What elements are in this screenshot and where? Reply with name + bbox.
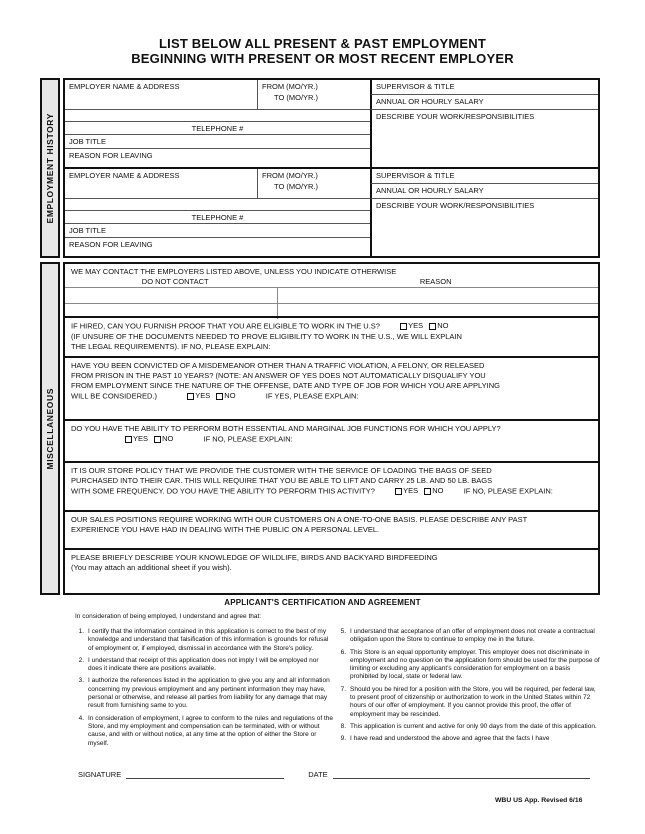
certification-title: APPLICANT'S CERTIFICATION AND AGREEMENT — [224, 598, 421, 607]
yes-label: YES — [408, 321, 424, 330]
yes-label: YES — [403, 486, 419, 495]
signature-row — [78, 769, 590, 779]
item-number: 5. — [340, 628, 346, 635]
telephone-field-1[interactable] — [65, 122, 370, 135]
item-number: 9. — [340, 735, 346, 743]
conviction-line-1: HAVE YOU BEEN CONVICTED OF A MISDEMEANOR OTHER THAN A TRAFFIC VIOLATION, A FELONY, OR RELEASED — [71, 361, 485, 370]
lifting-explain-field[interactable] — [71, 497, 592, 509]
supervisor-title-field-2[interactable] — [370, 169, 598, 184]
reason-for-leaving-field-1[interactable] — [65, 149, 370, 167]
sales-answer-field[interactable] — [71, 535, 592, 547]
eligibility-no-checkbox[interactable] — [429, 321, 448, 331]
lifting-policy-line-1: IT IS OUR STORE POLICY THAT WE PROVIDE THE CUSTOMER WITH THE SERVICE OF LOADING THE BAGS OF SEED — [71, 466, 492, 475]
from-label: FROM (MO/YR.) — [262, 171, 318, 180]
employer-name-address-label: EMPLOYER NAME & ADDRESS — [69, 171, 180, 180]
job-title-field-2[interactable] — [65, 224, 370, 238]
page-title — [0, 36, 645, 66]
item-text: I understand that acceptance of an offer of employment does not create a contractual obligation upon the Store to continue to employ me in the future. — [350, 628, 595, 644]
job-functions-no-checkbox[interactable] — [154, 434, 173, 444]
yes-label: YES — [133, 434, 149, 443]
lifting-explain-label: IF NO, PLEASE EXPLAIN: — [463, 486, 553, 496]
describe-work-field-2[interactable] — [370, 199, 598, 256]
date-line[interactable] — [333, 769, 590, 779]
salary-field-2[interactable] — [370, 184, 598, 199]
conviction-no-checkbox[interactable] — [216, 391, 235, 401]
form-revision-footer: WBU US App. Revised 6/16 — [495, 797, 583, 804]
signature-line[interactable] — [126, 769, 284, 779]
birdfeeding-line-2: (You may attach an additional sheet if you wish). — [71, 563, 232, 572]
item-number: 2. — [78, 656, 84, 664]
contact-intro: WE MAY CONTACT THE EMPLOYERS LISTED ABOVE, UNLESS YOU INDICATE OTHERWISE — [71, 267, 397, 276]
item-number: 7. — [340, 685, 346, 693]
telephone-field-2[interactable] — [65, 211, 370, 224]
employment-history-sidebar-label: EMPLOYMENT HISTORY — [45, 112, 55, 224]
describe-work-label: DESCRIBE YOUR WORK/RESPONSIBILITIES — [376, 112, 535, 121]
item-number: 8. — [340, 722, 346, 730]
from-to-field-2[interactable] — [258, 169, 370, 199]
reason-for-leaving-field-2[interactable] — [65, 238, 370, 256]
supervisor-title-label: SUPERVISOR & TITLE — [376, 171, 455, 180]
conviction-line-2: FROM PRISON IN THE PAST 10 YEARS? (NOTE: AN ANSWER OF YES DOES NOT AUTOMATICALLY DISQUALIFY YOU — [71, 371, 486, 380]
reason-for-leaving-label: REASON FOR LEAVING — [69, 240, 153, 249]
item-number: 4. — [78, 714, 84, 722]
eligibility-yes-checkbox[interactable] — [400, 321, 423, 331]
salary-label: ANNUAL OR HOURLY SALARY — [376, 186, 484, 195]
item-text: Should you be hired for a position with the Store, you will be required, per federal law, to present proof of citizenship or authorization to work in the United States within 72 hours of our offer of employment. If you cannot provide this proof, the offer of employment may be rescinded. — [350, 685, 596, 718]
checkbox-icon[interactable] — [400, 323, 407, 330]
job-functions-explain-field[interactable] — [71, 445, 592, 461]
checkbox-icon[interactable] — [154, 436, 161, 443]
miscellaneous-sidebar-label: MISCELLANEOUS — [45, 387, 55, 470]
certification-intro: In consideration of being employed, I understand and agree that: — [75, 613, 262, 620]
certification-right-column — [337, 628, 600, 748]
contact-column-headers — [71, 277, 592, 287]
lifting-policy-block — [65, 461, 598, 510]
job-functions-yes-checkbox[interactable] — [125, 434, 148, 444]
sales-line-1: OUR SALES POSITIONS REQUIRE WORKING WITH OUR CUSTOMERS ON A ONE-TO-ONE BASIS. PLEASE DESCRIBE ANY PAST — [71, 515, 528, 524]
eligibility-note-1: (IF UNSURE OF THE DOCUMENTS NEEDED TO PROVE ELIGIBILITY TO WORK IN THE U.S., WE WILL EXPLAIN — [71, 331, 462, 341]
checkbox-icon[interactable] — [395, 488, 402, 495]
contact-row-1 — [65, 287, 598, 303]
job-functions-explain-label: IF NO, PLEASE EXPLAIN: — [203, 434, 293, 444]
item-text: I understand that receipt of this application does not imply I will be employed nor does it indicate there are positions available. — [88, 656, 319, 673]
lifting-policy-line-2: PURCHASED INTO THEIR CAR. THIS WILL REQUIRE THAT YOU BE ABLE TO LIFT AND CARRY 25 LB. AND 50 LB. BAGS — [71, 476, 493, 485]
item-text: In consideration of employment, I agree to conform to the rules and regulations of the Store, and my employment and compensation can be terminated, with or without cause, and with or without notice, at any time at the option of either the Store or myself. — [88, 714, 333, 747]
no-label: NO — [437, 321, 449, 330]
item-text: This Store is an equal opportunity employer. This employer does not discriminate in employment and no question on the application form should be used for the purpose of limiting or excluding any applicant's consideration for employment on a basis prohibited by local, state or federal law. — [350, 648, 600, 681]
employer-name-address-field-2[interactable] — [65, 169, 258, 199]
eligibility-note-2: THE LEGAL REQUIREMENTS). IF NO, PLEASE EXPLAIN: — [71, 341, 271, 351]
employer-name-address-field-1[interactable] — [65, 80, 258, 110]
do-not-contact-header: DO NOT CONTACT — [141, 277, 209, 286]
lifting-policy-line-3: WITH SOME FREQUENCY. DO YOU HAVE THE ABILITY TO PERFORM THIS ACTIVITY? — [71, 486, 375, 496]
supervisor-title-label: SUPERVISOR & TITLE — [376, 82, 455, 91]
sales-experience-block — [65, 510, 598, 548]
describe-work-label: DESCRIBE YOUR WORK/RESPONSIBILITIES — [376, 201, 535, 210]
job-title-label: JOB TITLE — [69, 226, 106, 235]
employment-block-1 — [65, 80, 598, 167]
conviction-line-4: WILL BE CONSIDERED.) — [71, 391, 157, 401]
certification-item-4 — [75, 715, 333, 748]
to-label: TO (MO/YR.) — [274, 93, 319, 102]
reason-for-leaving-label: REASON FOR LEAVING — [69, 151, 153, 160]
birdfeeding-line-1: PLEASE BRIEFLY DESCRIBE YOUR KNOWLEDGE OF WILDLIFE, BIRDS AND BACKYARD BIRDFEEDING — [71, 553, 438, 562]
birdfeeding-answer-field[interactable] — [71, 573, 592, 589]
checkbox-icon[interactable] — [216, 393, 223, 400]
address-continued-field-1[interactable] — [65, 110, 370, 122]
certification-item-8 — [337, 723, 600, 731]
item-text: This application is current and active for only 90 days from the date of this application. — [350, 722, 597, 730]
work-eligibility-block — [65, 316, 598, 356]
conviction-yes-checkbox[interactable] — [187, 391, 210, 401]
miscellaneous-section — [40, 262, 600, 595]
reason-header: REASON — [419, 277, 452, 286]
sales-line-2: EXPERIENCE YOU HAVE HAD IN DEALING WITH THE PUBLIC ON A PERSONAL LEVEL. — [71, 525, 380, 534]
item-text: I certify that the information contained in this application is correct to the best of my knowledge and understand that falsification of this information is grounds for refusal of employment or, if employed, dismissal in accordance with the Store's policy. — [88, 628, 329, 652]
lifting-no-checkbox[interactable] — [424, 486, 443, 496]
certification-item-5 — [337, 628, 600, 645]
describe-work-field-1[interactable] — [370, 110, 598, 167]
item-text: I have read and understood the above and agree that the facts I have — [350, 735, 550, 743]
employment-block-2 — [65, 167, 598, 256]
reason-field-1[interactable] — [278, 288, 598, 303]
telephone-label: TELEPHONE # — [191, 213, 244, 222]
salary-field-1[interactable] — [370, 95, 598, 110]
telephone-label: TELEPHONE # — [191, 124, 244, 133]
checkbox-icon[interactable] — [429, 323, 436, 330]
job-title-label: JOB TITLE — [69, 137, 106, 146]
lifting-yes-checkbox[interactable] — [395, 486, 418, 496]
certification-item-2 — [75, 657, 333, 674]
employment-history-table — [63, 78, 600, 258]
birdfeeding-knowledge-block — [65, 548, 598, 593]
checkbox-icon[interactable] — [125, 436, 132, 443]
certification-left-column — [75, 628, 333, 752]
checkbox-icon[interactable] — [187, 393, 194, 400]
no-label: NO — [162, 434, 174, 443]
conviction-block — [65, 356, 598, 419]
address-continued-field-2[interactable] — [65, 199, 370, 211]
certification-item-6 — [337, 649, 600, 682]
employment-history-section — [40, 78, 600, 258]
from-to-field-1[interactable] — [258, 80, 370, 110]
date-label: DATE — [308, 770, 328, 779]
job-title-field-1[interactable] — [65, 135, 370, 149]
employment-history-sidebar — [40, 78, 60, 258]
salary-label: ANNUAL OR HOURLY SALARY — [376, 97, 484, 106]
miscellaneous-sidebar — [40, 262, 60, 595]
item-number: 1. — [78, 628, 84, 635]
conviction-explain-label: IF YES, PLEASE EXPLAIN: — [265, 391, 359, 401]
job-functions-question: DO YOU HAVE THE ABILITY TO PERFORM BOTH ESSENTIAL AND MARGINAL JOB FUNCTIONS FOR WHICH YOU APPLY? — [71, 424, 501, 433]
job-functions-block — [65, 419, 598, 461]
supervisor-title-field-1[interactable] — [370, 80, 598, 95]
checkbox-icon[interactable] — [424, 488, 431, 495]
employer-name-address-label: EMPLOYER NAME & ADDRESS — [69, 82, 180, 91]
certification-item-9 — [337, 735, 600, 743]
yes-label: YES — [195, 391, 211, 400]
page-title-line1: LIST BELOW ALL PRESENT & PAST EMPLOYMENT — [159, 36, 486, 51]
contact-employers-block — [65, 264, 598, 316]
no-label: NO — [224, 391, 236, 400]
to-label: TO (MO/YR.) — [274, 182, 319, 191]
eligibility-question: IF HIRED, CAN YOU FURNISH PROOF THAT YOU ARE ELIGIBLE TO WORK IN THE U.S? — [71, 321, 380, 331]
miscellaneous-table — [63, 262, 600, 595]
page-title-line2: BEGINNING WITH PRESENT OR MOST RECENT EMPLOYER — [131, 51, 514, 66]
signature-label: SIGNATURE — [78, 770, 122, 779]
certification-item-1 — [75, 628, 333, 653]
no-label: NO — [432, 486, 444, 495]
item-number: 6. — [340, 648, 346, 656]
conviction-line-3: FROM EMPLOYMENT SINCE THE NATURE OF THE OFFENSE, DATE AND TYPE OF JOB FOR WHICH YOU ARE APPLYING — [71, 381, 500, 390]
item-text: I authorize the references listed in the application to give you any and all information concerning my previous employment and any pertinent information they may have, personal or otherwise, and release all parties from liability for any damage that may result from furnishing same to you. — [88, 677, 330, 710]
from-label: FROM (MO/YR.) — [262, 82, 318, 91]
certification-item-3 — [75, 677, 333, 710]
item-number: 3. — [78, 677, 84, 685]
certification-item-7 — [337, 686, 600, 719]
conviction-explain-field[interactable] — [71, 402, 592, 416]
do-not-contact-field-1[interactable] — [65, 288, 278, 303]
